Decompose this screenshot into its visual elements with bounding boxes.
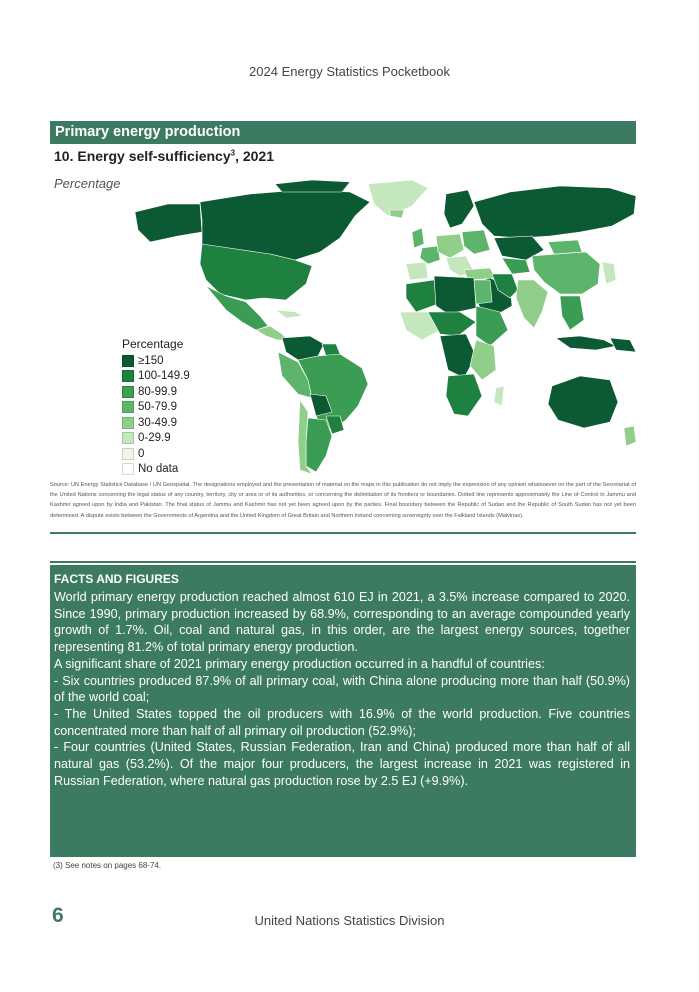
legend-swatch bbox=[122, 448, 134, 460]
footnote: (3) See notes on pages 68-74. bbox=[53, 861, 162, 870]
legend-swatch bbox=[122, 432, 134, 444]
map-region-australia bbox=[548, 376, 618, 428]
legend-swatch bbox=[122, 401, 134, 413]
map-region-france bbox=[420, 246, 440, 264]
legend-item bbox=[122, 353, 190, 369]
legend-label: 100-149.9 bbox=[138, 370, 190, 383]
map-region-mongolia bbox=[548, 240, 582, 254]
figure-year: , 2021 bbox=[235, 148, 275, 164]
map-region-central-europe bbox=[436, 234, 464, 258]
map-region-indonesia bbox=[556, 336, 616, 350]
map-region-new-zealand bbox=[624, 426, 636, 446]
map-region-iberia bbox=[406, 262, 428, 280]
legend-item bbox=[122, 415, 190, 431]
map-region-scandinavia bbox=[444, 190, 474, 228]
facts-and-figures-box bbox=[50, 565, 636, 857]
map-region-algeria-libya bbox=[434, 276, 476, 314]
legend-label: No data bbox=[138, 463, 179, 476]
facts-paragraph: World primary energy production reached almost 610 EJ in 2021, a 3.5% increase compared to 2020. Since 1990, primary production increased by 68.9%, corresponding to an average compounded yearly growth of 1.7%. Oil, coal and natural gas, in this order, are the largest energy sources, together representing 81.2% of total primary energy production. bbox=[54, 590, 630, 655]
map-region-central-africa bbox=[440, 334, 476, 378]
unit-label: Percentage bbox=[54, 176, 121, 191]
legend-item bbox=[122, 384, 190, 400]
facts-paragraph: - The United States topped the oil producers with 16.9% of the world production. Five countries concentrated more than half of all primary oil production (52.9%); bbox=[54, 706, 630, 738]
legend-label: 0-29.9 bbox=[138, 432, 171, 445]
legend-label: 0 bbox=[138, 447, 145, 460]
figure-title-text: 10. Energy self-sufficiency bbox=[54, 148, 231, 164]
facts-paragraph: A significant share of 2021 primary energy production occurred in a handful of countries: bbox=[54, 656, 545, 671]
legend-item bbox=[122, 400, 190, 416]
section-title-bar: Primary energy production bbox=[50, 121, 636, 144]
map-region-papua bbox=[610, 338, 636, 352]
figure-title bbox=[54, 148, 274, 164]
legend-swatch bbox=[122, 370, 134, 382]
legend-swatch bbox=[122, 355, 134, 367]
legend-item bbox=[122, 462, 190, 478]
legend-label: 50-79.9 bbox=[138, 401, 178, 414]
divider bbox=[50, 561, 636, 563]
legend-label: 80-99.9 bbox=[138, 385, 178, 398]
map-region-alaska bbox=[135, 204, 202, 242]
map-region-uk bbox=[412, 228, 424, 248]
map-legend bbox=[122, 337, 190, 477]
map-region-southern-africa bbox=[446, 374, 482, 416]
footer-organization: United Nations Statistics Division bbox=[254, 913, 445, 928]
map-region-canada-islands bbox=[275, 180, 350, 192]
legend-swatch bbox=[122, 463, 134, 475]
legend-item bbox=[122, 446, 190, 462]
map-region-south-asia bbox=[516, 280, 548, 328]
map-region-north-africa-west bbox=[406, 280, 438, 312]
legend-swatch bbox=[122, 417, 134, 429]
page-number: 6 bbox=[52, 904, 64, 927]
legend-item bbox=[122, 431, 190, 447]
facts-paragraph: - Four countries (United States, Russian Federation, Iran and China) produced more than half of all natural gas (53.2%). Of the major four producers, the largest increase in 2021 was registered in Russian Federation, where natural gas production rose by 2.5 EJ (+9.9%). bbox=[54, 740, 630, 788]
map-region-korea-japan bbox=[602, 262, 616, 284]
map-region-cuba bbox=[276, 310, 302, 318]
map-region-egypt bbox=[474, 280, 492, 304]
facts-paragraph: - Six countries produced 87.9% of all primary coal, with China alone producing more than half (50.9%) of the world coal; bbox=[54, 673, 630, 705]
map-source-note: Source: UN Energy Statistics Database / UN Geospatial. The designations employed and the presentation of material on the maps in this publication do not imply the expression of any opinion whatsoever on the part of the Secretariat of the United Nations concerning the legal status of any country, territory, city or area or of its authorities, or concerning the delimitation of its frontiers or boundaries. Dotted line represents approximately the Line of Control in Jammu and Kashmir agreed upon by India and Pakistan. The final status of Jammu and Kashmir has not yet been agreed upon by the parties. Final boundary between the Republic of Sudan and the Republic of South Sudan has not yet been determined. A dispute exists between the Governments of Argentina and the United Kingdom of Great Britain and Northern Ireland concerning sovereignty over the Falkland Islands (Malvinas). bbox=[50, 482, 636, 519]
map-region-argentina bbox=[306, 418, 332, 472]
legend-swatch bbox=[122, 386, 134, 398]
divider bbox=[50, 532, 636, 534]
legend-label: ≥150 bbox=[138, 354, 164, 367]
legend-label: 30-49.9 bbox=[138, 416, 178, 429]
map-region-central-asia bbox=[502, 258, 530, 274]
running-header: 2024 Energy Statistics Pocketbook bbox=[249, 64, 450, 79]
map-region-madagascar bbox=[494, 386, 504, 406]
legend-title: Percentage bbox=[122, 337, 184, 351]
legend-item bbox=[122, 369, 190, 385]
map-region-southeast-asia bbox=[560, 296, 584, 330]
map-region-eastern-europe bbox=[462, 230, 490, 254]
map-region-sudan-horn bbox=[476, 306, 508, 346]
footnote-ref: 3 bbox=[230, 148, 236, 158]
map-region-iceland bbox=[390, 210, 404, 218]
map-region-russia bbox=[474, 186, 636, 238]
facts-heading: FACTS AND FIGURES bbox=[54, 572, 179, 586]
